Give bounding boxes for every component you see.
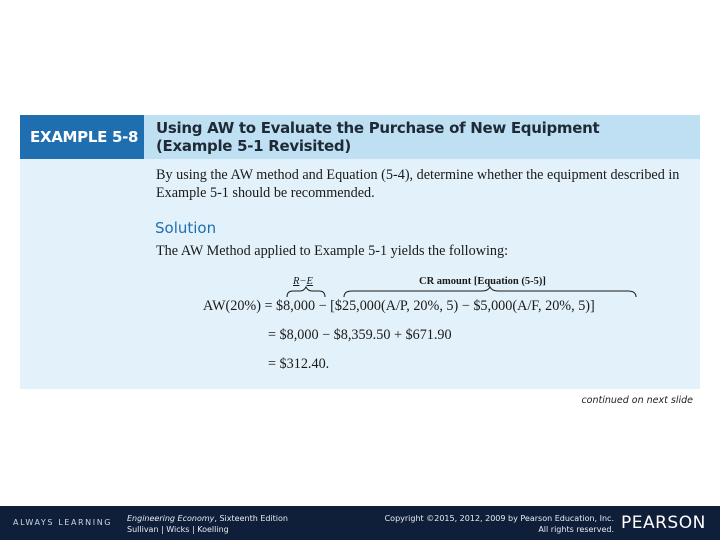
cr-amount-brace <box>344 287 636 297</box>
problem-statement: By using the AW method and Equation (5-4), determine whether the equipment described in Example 5-1 should be recommended. <box>156 167 680 201</box>
equation-line-1: AW(20%) = $8,000 − [$25,000(A/P, 20%, 5) − $5,000(A/F, 20%, 5)] <box>203 298 595 314</box>
example-title-line1: Using AW to Evaluate the Purchase of New Equipment <box>156 119 600 137</box>
cr-amount-label: CR amount [Equation (5-5)] <box>419 276 546 287</box>
copyright-line2: All rights reserved. <box>538 525 614 534</box>
footer-bar <box>0 506 720 540</box>
equation-line-2: = $8,000 − $8,359.50 + $671.90 <box>268 327 452 343</box>
label-e: E <box>306 276 313 287</box>
example-label: EXAMPLE 5-8 <box>20 115 144 159</box>
copyright-notice <box>356 513 614 535</box>
pearson-logo: PEARSON <box>621 513 706 533</box>
equation-line-3: = $312.40. <box>268 356 330 372</box>
r-minus-e-brace <box>287 287 325 297</box>
label-r: R <box>293 276 300 287</box>
book-edition: , Sixteenth Edition <box>214 514 288 523</box>
book-authors: Sullivan | Wicks | Koelling <box>127 525 229 534</box>
label-minus: − <box>299 276 307 287</box>
copyright-line1: Copyright ©2015, 2012, 2009 by Pearson Education, Inc. <box>384 514 614 523</box>
always-learning-tagline: ALWAYS LEARNING <box>13 518 113 527</box>
book-title: Engineering Economy <box>127 514 215 523</box>
book-credit <box>127 513 288 535</box>
solution-heading: Solution <box>155 219 217 237</box>
continued-note: continued on next slide <box>581 395 693 406</box>
example-title-line2: (Example 5-1 Revisited) <box>156 137 351 155</box>
solution-intro: The AW Method applied to Example 5-1 yields the following: <box>156 243 509 259</box>
